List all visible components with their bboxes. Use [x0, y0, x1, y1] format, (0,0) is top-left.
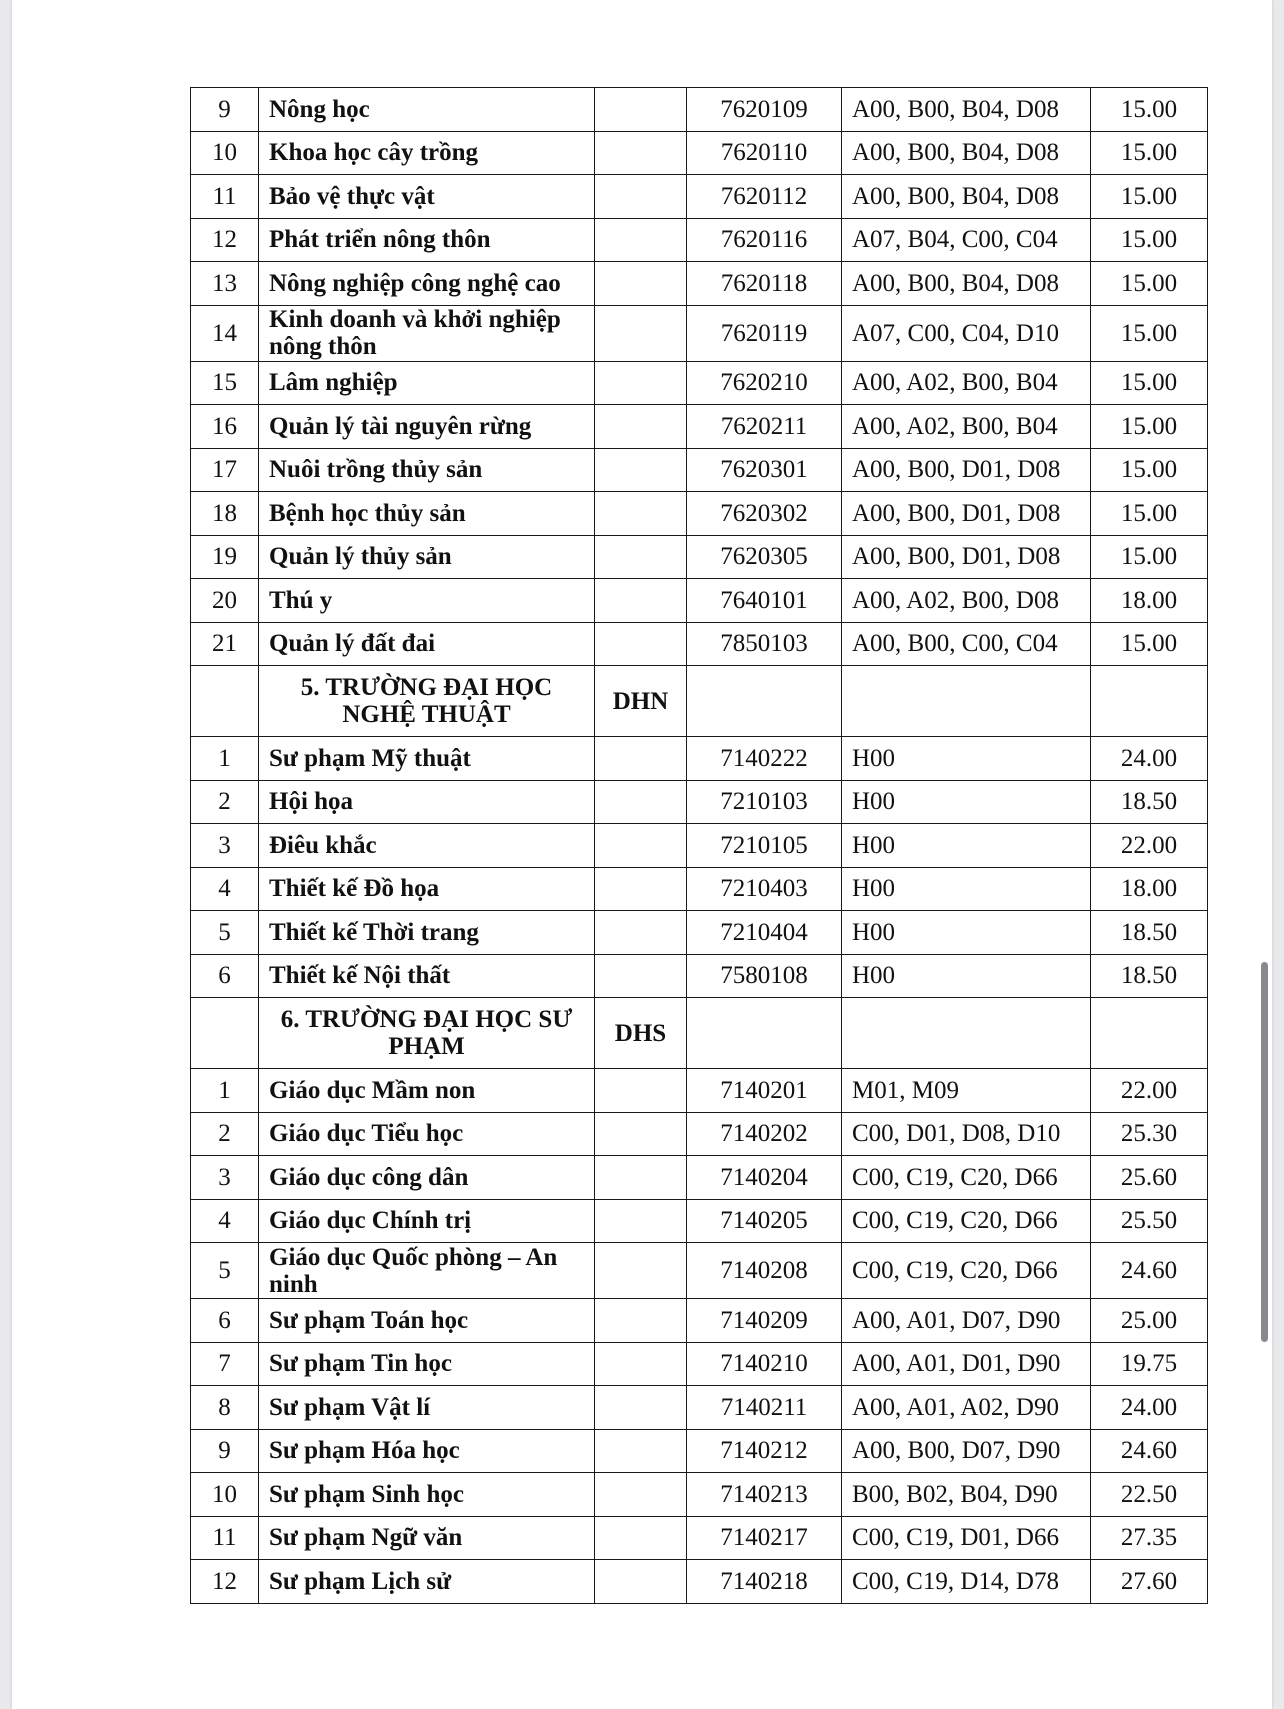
school-code-cell	[595, 1429, 687, 1473]
major-code: 7140212	[687, 1429, 842, 1473]
major-name: Thiết kế Nội thất	[259, 954, 595, 998]
major-name: Giáo dục Tiểu học	[259, 1112, 595, 1156]
subject-combinations: A00, B00, B04, D08	[842, 131, 1091, 175]
school-code-cell	[595, 911, 687, 955]
school-code-cell	[595, 88, 687, 132]
major-code: 7140210	[687, 1342, 842, 1386]
major-name: Điêu khắc	[259, 824, 595, 868]
table-row	[191, 911, 1208, 955]
table-row	[191, 1156, 1208, 1200]
school-code-cell	[595, 1069, 687, 1113]
row-number: 19	[191, 535, 259, 579]
major-code: 7620302	[687, 492, 842, 536]
subject-combinations: B00, B02, B04, D90	[842, 1473, 1091, 1517]
subject-combinations: A00, B00, D01, D08	[842, 448, 1091, 492]
school-code-cell	[595, 1473, 687, 1517]
subject-combinations: C00, C19, D01, D66	[842, 1516, 1091, 1560]
admission-score: 24.00	[1091, 737, 1208, 781]
row-number: 9	[191, 1429, 259, 1473]
row-number: 4	[191, 867, 259, 911]
row-number: 14	[191, 305, 259, 361]
admission-score: 15.00	[1091, 448, 1208, 492]
major-code: 7140217	[687, 1516, 842, 1560]
admission-score: 25.00	[1091, 1299, 1208, 1343]
major-name: Lâm nghiệp	[259, 361, 595, 405]
document-page	[12, 0, 1272, 1709]
admission-score: 15.00	[1091, 305, 1208, 361]
table-row	[191, 1386, 1208, 1430]
school-code-cell	[595, 361, 687, 405]
school-code-cell	[595, 305, 687, 361]
school-code-cell	[595, 175, 687, 219]
major-code: 7620305	[687, 535, 842, 579]
major-name: Sư phạm Sinh học	[259, 1473, 595, 1517]
admission-score: 18.50	[1091, 780, 1208, 824]
row-number: 11	[191, 175, 259, 219]
major-code: 7140209	[687, 1299, 842, 1343]
school-code: DHS	[595, 998, 687, 1069]
row-number: 10	[191, 1473, 259, 1517]
admission-scores-table	[190, 87, 1208, 1604]
major-name: Sư phạm Lịch sử	[259, 1560, 595, 1604]
subject-combinations: A00, A02, B00, B04	[842, 361, 1091, 405]
major-code: 7140208	[687, 1243, 842, 1299]
row-number: 16	[191, 405, 259, 449]
table-row	[191, 824, 1208, 868]
major-code: 7210103	[687, 780, 842, 824]
subject-combinations: A00, B00, C00, C04	[842, 622, 1091, 666]
major-code: 7210403	[687, 867, 842, 911]
admission-score: 15.00	[1091, 361, 1208, 405]
major-code: 7620112	[687, 175, 842, 219]
row-number: 12	[191, 218, 259, 262]
school-code: DHN	[595, 666, 687, 737]
admission-score: 15.00	[1091, 218, 1208, 262]
table-row	[191, 88, 1208, 132]
table-row	[191, 1560, 1208, 1604]
major-code: 7140213	[687, 1473, 842, 1517]
school-code-cell	[595, 824, 687, 868]
major-name: Nông học	[259, 88, 595, 132]
major-code: 7580108	[687, 954, 842, 998]
table-row	[191, 262, 1208, 306]
row-number: 20	[191, 579, 259, 623]
empty-cell	[1091, 998, 1208, 1069]
school-code-cell	[595, 1243, 687, 1299]
row-number: 2	[191, 1112, 259, 1156]
row-number: 7	[191, 1342, 259, 1386]
admission-score: 15.00	[1091, 131, 1208, 175]
row-number: 4	[191, 1199, 259, 1243]
school-code-cell	[595, 1299, 687, 1343]
major-code: 7620119	[687, 305, 842, 361]
empty-cell	[687, 998, 842, 1069]
table-row	[191, 622, 1208, 666]
major-name: Sư phạm Mỹ thuật	[259, 737, 595, 781]
table-row	[191, 535, 1208, 579]
empty-cell	[842, 998, 1091, 1069]
table-row	[191, 175, 1208, 219]
admission-score: 18.00	[1091, 579, 1208, 623]
major-code: 7640101	[687, 579, 842, 623]
major-name: Thiết kế Thời trang	[259, 911, 595, 955]
major-code: 7210105	[687, 824, 842, 868]
subject-combinations: H00	[842, 911, 1091, 955]
major-name: Sư phạm Vật lí	[259, 1386, 595, 1430]
school-code-cell	[595, 262, 687, 306]
major-code: 7620110	[687, 131, 842, 175]
row-number: 6	[191, 954, 259, 998]
row-number: 10	[191, 131, 259, 175]
empty-cell	[191, 666, 259, 737]
major-code: 7140202	[687, 1112, 842, 1156]
major-name: Sư phạm Tin học	[259, 1342, 595, 1386]
major-name: Nông nghiệp công nghệ cao	[259, 262, 595, 306]
major-code: 7850103	[687, 622, 842, 666]
major-code: 7140211	[687, 1386, 842, 1430]
empty-cell	[191, 998, 259, 1069]
school-code-cell	[595, 1386, 687, 1430]
admission-score: 15.00	[1091, 175, 1208, 219]
major-name: Sư phạm Ngữ văn	[259, 1516, 595, 1560]
major-name: Sư phạm Toán học	[259, 1299, 595, 1343]
admission-score: 25.30	[1091, 1112, 1208, 1156]
table-row	[191, 361, 1208, 405]
row-number: 3	[191, 824, 259, 868]
school-code-cell	[595, 131, 687, 175]
school-code-cell	[595, 218, 687, 262]
table-row	[191, 1429, 1208, 1473]
subject-combinations: A00, A01, D07, D90	[842, 1299, 1091, 1343]
subject-combinations: H00	[842, 824, 1091, 868]
row-number: 9	[191, 88, 259, 132]
major-code: 7620109	[687, 88, 842, 132]
major-name: Phát triển nông thôn	[259, 218, 595, 262]
row-number: 12	[191, 1560, 259, 1604]
subject-combinations: A00, A02, B00, D08	[842, 579, 1091, 623]
admission-score: 22.50	[1091, 1473, 1208, 1517]
row-number: 2	[191, 780, 259, 824]
school-header-row	[191, 998, 1208, 1069]
major-code: 7140218	[687, 1560, 842, 1604]
major-name: Kinh doanh và khởi nghiệp nông thôn	[259, 305, 595, 361]
table-body	[191, 88, 1208, 1604]
table-row	[191, 405, 1208, 449]
school-code-cell	[595, 780, 687, 824]
admission-score: 22.00	[1091, 1069, 1208, 1113]
empty-cell	[1091, 666, 1208, 737]
subject-combinations: H00	[842, 737, 1091, 781]
major-name: Bảo vệ thực vật	[259, 175, 595, 219]
major-name: Thú y	[259, 579, 595, 623]
school-header-row	[191, 666, 1208, 737]
school-code-cell	[595, 535, 687, 579]
school-code-cell	[595, 405, 687, 449]
admission-score: 18.50	[1091, 911, 1208, 955]
admission-score: 15.00	[1091, 88, 1208, 132]
school-code-cell	[595, 954, 687, 998]
major-name: Hội họa	[259, 780, 595, 824]
subject-combinations: A00, B00, D01, D08	[842, 535, 1091, 579]
school-code-cell	[595, 579, 687, 623]
school-code-cell	[595, 492, 687, 536]
admission-score: 15.00	[1091, 405, 1208, 449]
major-name: Quản lý đất đai	[259, 622, 595, 666]
subject-combinations: C00, C19, C20, D66	[842, 1243, 1091, 1299]
row-number: 17	[191, 448, 259, 492]
subject-combinations: A07, B04, C00, C04	[842, 218, 1091, 262]
major-name: Giáo dục công dân	[259, 1156, 595, 1200]
row-number: 21	[191, 622, 259, 666]
major-code: 7620210	[687, 361, 842, 405]
major-code: 7140205	[687, 1199, 842, 1243]
major-code: 7140201	[687, 1069, 842, 1113]
major-name: Giáo dục Chính trị	[259, 1199, 595, 1243]
major-code: 7620116	[687, 218, 842, 262]
table-row	[191, 1473, 1208, 1517]
major-name: Thiết kế Đồ họa	[259, 867, 595, 911]
major-code: 7140204	[687, 1156, 842, 1200]
admission-score: 27.35	[1091, 1516, 1208, 1560]
subject-combinations: A00, B00, D07, D90	[842, 1429, 1091, 1473]
row-number: 6	[191, 1299, 259, 1343]
major-name: Bệnh học thủy sản	[259, 492, 595, 536]
school-name: 5. TRƯỜNG ĐẠI HỌC NGHỆ THUẬT	[259, 666, 595, 737]
table-row	[191, 448, 1208, 492]
admission-score: 15.00	[1091, 622, 1208, 666]
major-code: 7620118	[687, 262, 842, 306]
admission-score: 24.60	[1091, 1429, 1208, 1473]
admission-score: 15.00	[1091, 262, 1208, 306]
table-row	[191, 218, 1208, 262]
subject-combinations: A07, C00, C04, D10	[842, 305, 1091, 361]
school-code-cell	[595, 1156, 687, 1200]
school-code-cell	[595, 1560, 687, 1604]
admission-score: 24.60	[1091, 1243, 1208, 1299]
school-code-cell	[595, 737, 687, 781]
row-number: 1	[191, 737, 259, 781]
subject-combinations: A00, B00, B04, D08	[842, 262, 1091, 306]
school-code-cell	[595, 1342, 687, 1386]
table-row	[191, 954, 1208, 998]
table-row	[191, 1299, 1208, 1343]
subject-combinations: C00, C19, D14, D78	[842, 1560, 1091, 1604]
major-code: 7140222	[687, 737, 842, 781]
school-code-cell	[595, 1199, 687, 1243]
vertical-scrollbar[interactable]	[1261, 962, 1268, 1342]
subject-combinations: H00	[842, 954, 1091, 998]
table-row	[191, 1199, 1208, 1243]
admission-score: 25.50	[1091, 1199, 1208, 1243]
row-number: 5	[191, 911, 259, 955]
subject-combinations: A00, B00, B04, D08	[842, 88, 1091, 132]
empty-cell	[687, 666, 842, 737]
row-number: 1	[191, 1069, 259, 1113]
table-row	[191, 737, 1208, 781]
major-name: Quản lý tài nguyên rừng	[259, 405, 595, 449]
major-code: 7620301	[687, 448, 842, 492]
admission-score: 19.75	[1091, 1342, 1208, 1386]
admission-score: 24.00	[1091, 1386, 1208, 1430]
admission-score: 18.50	[1091, 954, 1208, 998]
subject-combinations: H00	[842, 780, 1091, 824]
table-row	[191, 1069, 1208, 1113]
admission-score: 27.60	[1091, 1560, 1208, 1604]
subject-combinations: C00, D01, D08, D10	[842, 1112, 1091, 1156]
table-row	[191, 305, 1208, 361]
major-name: Giáo dục Mầm non	[259, 1069, 595, 1113]
table-row	[191, 131, 1208, 175]
table-row	[191, 579, 1208, 623]
row-number: 18	[191, 492, 259, 536]
school-code-cell	[595, 1516, 687, 1560]
admission-score: 18.00	[1091, 867, 1208, 911]
major-name: Giáo dục Quốc phòng – An ninh	[259, 1243, 595, 1299]
major-name: Nuôi trồng thủy sản	[259, 448, 595, 492]
row-number: 15	[191, 361, 259, 405]
table-row	[191, 1342, 1208, 1386]
major-code: 7620211	[687, 405, 842, 449]
admission-score: 15.00	[1091, 535, 1208, 579]
subject-combinations: A00, A01, A02, D90	[842, 1386, 1091, 1430]
table-row	[191, 1516, 1208, 1560]
subject-combinations: A00, B00, B04, D08	[842, 175, 1091, 219]
admission-score: 25.60	[1091, 1156, 1208, 1200]
subject-combinations: C00, C19, C20, D66	[842, 1199, 1091, 1243]
table-row	[191, 1112, 1208, 1156]
subject-combinations: C00, C19, C20, D66	[842, 1156, 1091, 1200]
subject-combinations: H00	[842, 867, 1091, 911]
school-code-cell	[595, 448, 687, 492]
row-number: 13	[191, 262, 259, 306]
subject-combinations: A00, B00, D01, D08	[842, 492, 1091, 536]
admission-score: 22.00	[1091, 824, 1208, 868]
major-name: Sư phạm Hóa học	[259, 1429, 595, 1473]
subject-combinations: A00, A01, D01, D90	[842, 1342, 1091, 1386]
table-row	[191, 867, 1208, 911]
major-code: 7210404	[687, 911, 842, 955]
table-row	[191, 1243, 1208, 1299]
row-number: 5	[191, 1243, 259, 1299]
school-code-cell	[595, 622, 687, 666]
major-name: Quản lý thủy sản	[259, 535, 595, 579]
row-number: 8	[191, 1386, 259, 1430]
school-name: 6. TRƯỜNG ĐẠI HỌC SƯ PHẠM	[259, 998, 595, 1069]
admission-score: 15.00	[1091, 492, 1208, 536]
major-name: Khoa học cây trồng	[259, 131, 595, 175]
empty-cell	[842, 666, 1091, 737]
subject-combinations: M01, M09	[842, 1069, 1091, 1113]
row-number: 3	[191, 1156, 259, 1200]
row-number: 11	[191, 1516, 259, 1560]
table-row	[191, 780, 1208, 824]
table-row	[191, 492, 1208, 536]
school-code-cell	[595, 867, 687, 911]
school-code-cell	[595, 1112, 687, 1156]
subject-combinations: A00, A02, B00, B04	[842, 405, 1091, 449]
